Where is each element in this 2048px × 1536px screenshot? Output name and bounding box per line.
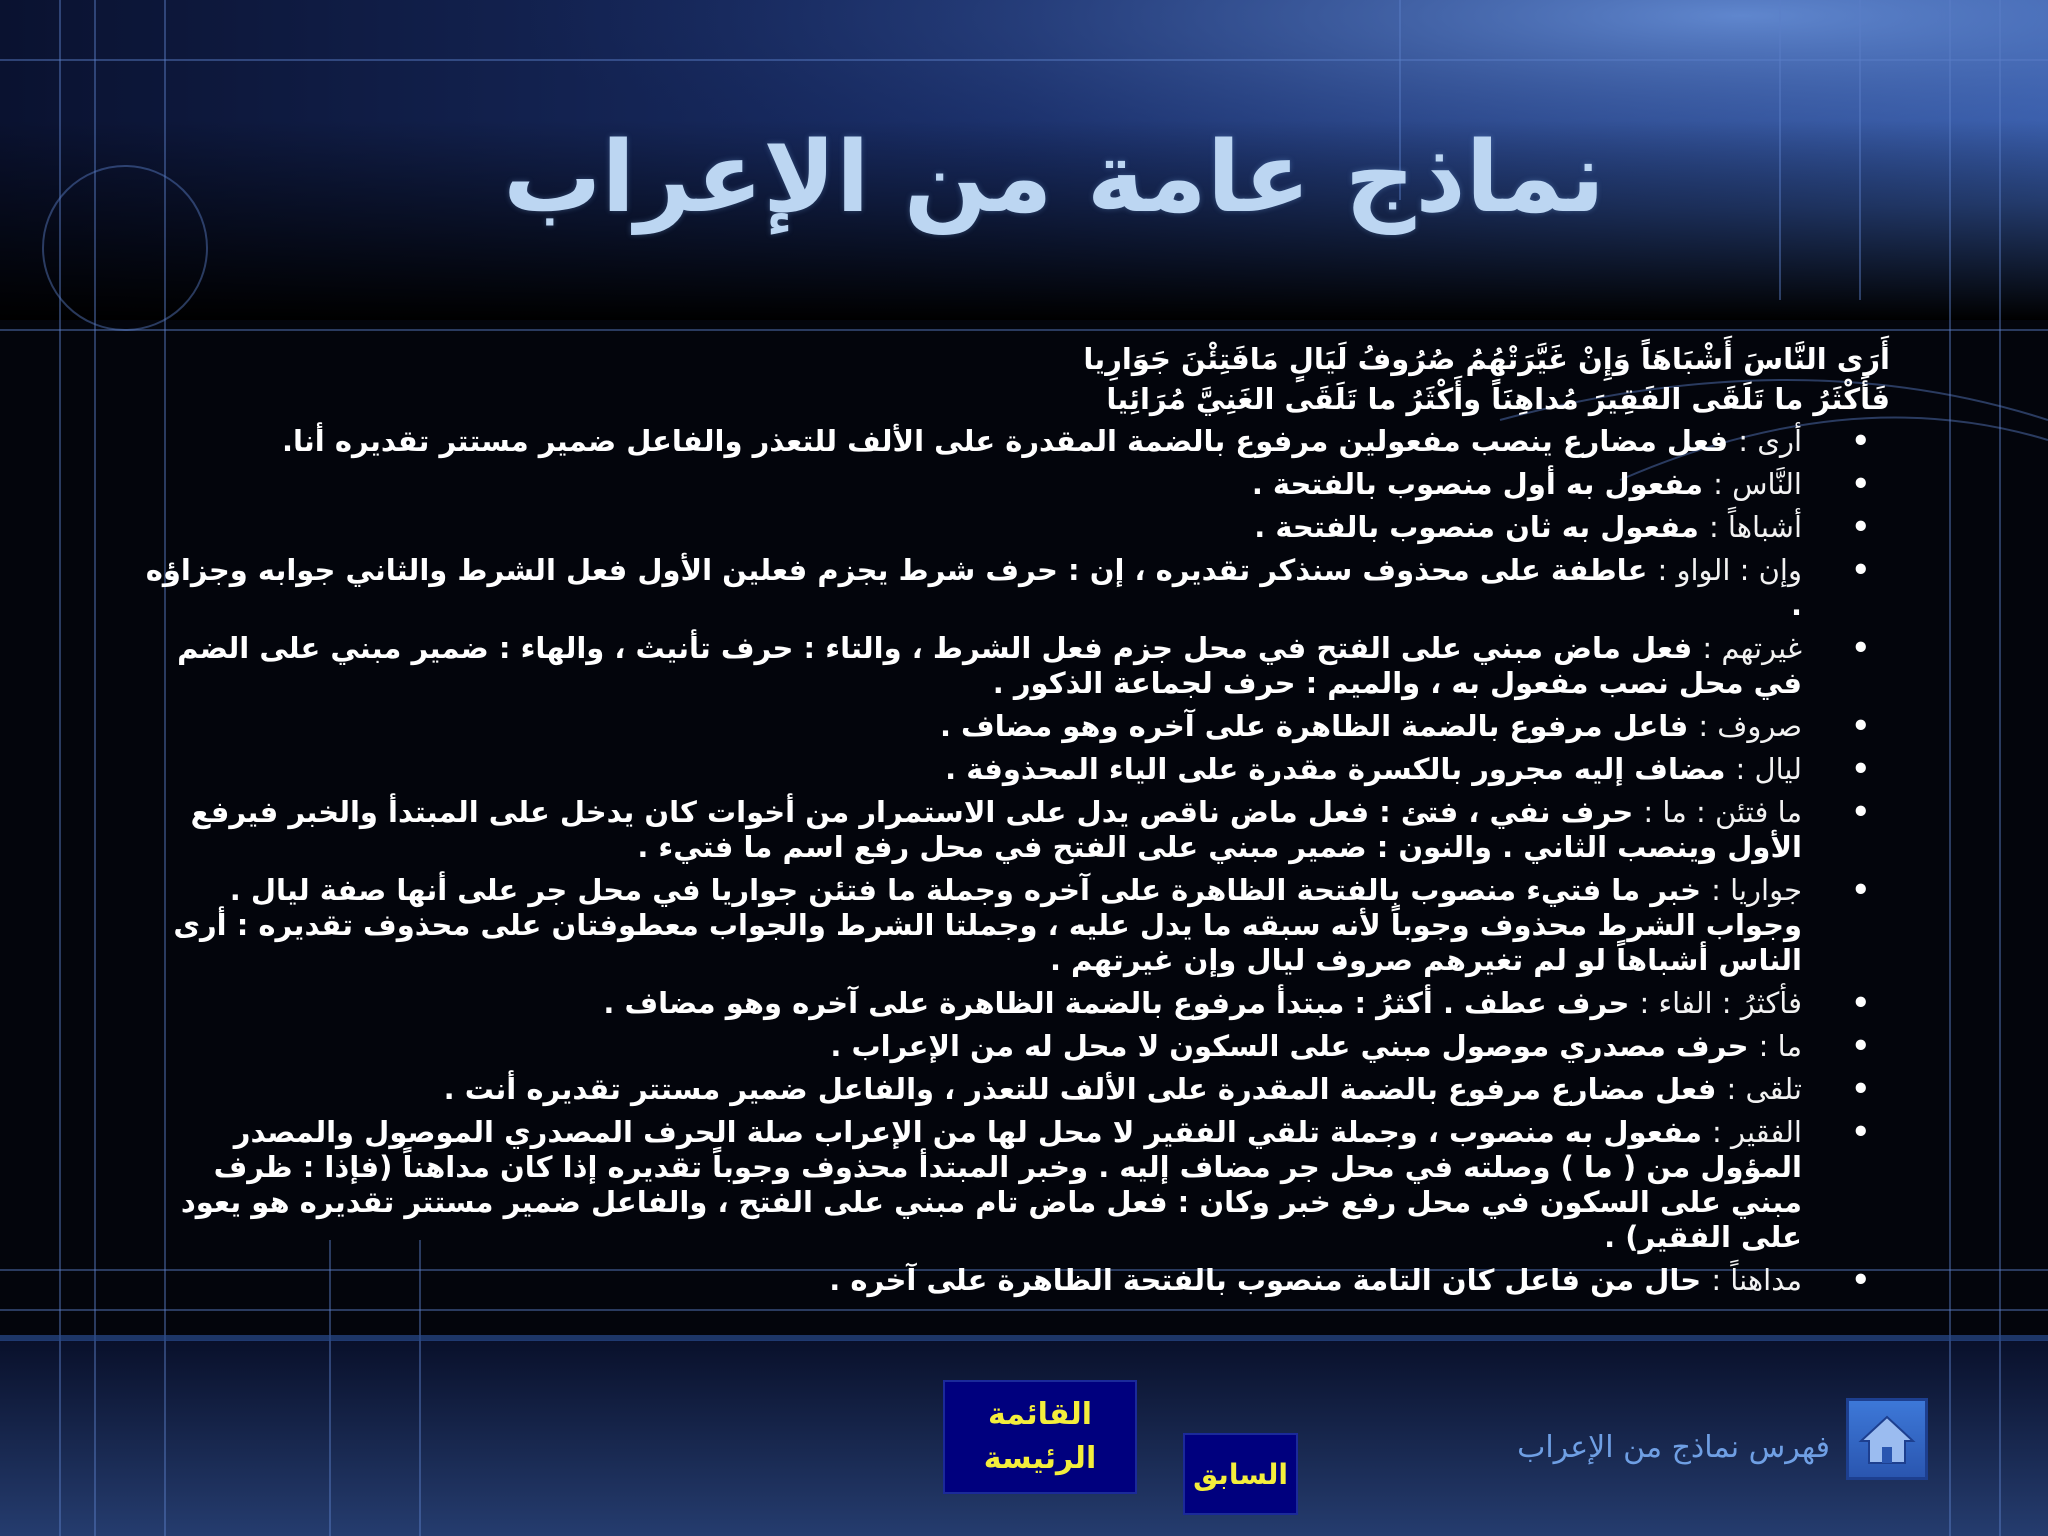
list-item <box>130 1072 1890 1107</box>
item-term: النَّاس : <box>1713 467 1802 501</box>
item-text: مفعول به ثان منصوب بالفتحة . <box>1254 510 1699 544</box>
content-area <box>130 340 1890 1306</box>
list-item <box>130 709 1890 744</box>
item-text: فعل ماض مبني على الفتح في محل جزم فعل الشرط ، والتاء : حرف تأنيث ، والهاء : ضمير مبني على الضم في محل نصب مفعول به ، والميم : حرف لجماعة الذكور . <box>177 631 1802 700</box>
bullet: • <box>1851 424 1870 458</box>
list-item <box>130 1115 1890 1255</box>
bullet: • <box>1851 752 1870 786</box>
item-term: ما : <box>1758 1029 1802 1063</box>
item-term: ما فتئن : ما : <box>1643 795 1802 829</box>
item-term: مداهناً : <box>1711 1263 1802 1297</box>
item-term: جواريا : <box>1711 873 1802 907</box>
main-menu-label-line2: الرئيسة <box>983 1441 1097 1476</box>
item-text: خبر ما فتيء منصوب بالفتحة الظاهرة على آخره وجملة ما فتئن جواريا في محل جر على أنها صفة ليال . وجواب الشرط محذوف وجوباً لأنه سبقه ما يدل عليه ، وجملتا الشرط والجواب معطوفتان على محذوف تقديره : أرى الناس أشباهاً لو لم تغيرهم صروف ليال وإن غيرتهم . <box>173 873 1802 977</box>
page-title: نماذج عامة من الإعراب <box>503 121 1605 235</box>
item-text: مضاف إليه مجرور بالكسرة مقدرة على الياء المحذوفة . <box>945 752 1726 786</box>
verse-line-1: أَرَى النَّاسَ أَشْبَاهَاً وَإِنْ غَيَّرَتْهُمُ صُرُوفُ لَيَالٍ مَافَتِئْنَ جَوَارِيا <box>1083 342 1890 376</box>
item-term: الفقير : <box>1712 1115 1802 1149</box>
previous-button[interactable] <box>1183 1433 1298 1515</box>
list-item <box>130 631 1890 701</box>
item-text: حرف نفي ، فتئ : فعل ماض ناقص يدل على الاستمرار من أخوات كان يدخل على المبتدأ والخبر فيرفع الأول وينصب الثاني . والنون : ضمير مبني على الفتح في محل رفع اسم ما فتيء . <box>190 795 1802 864</box>
bullet: • <box>1851 1072 1870 1106</box>
item-text: حال من فاعل كان التامة منصوب بالفتحة الظاهرة على آخره . <box>829 1263 1702 1297</box>
item-term: وإن : الواو : <box>1657 553 1802 587</box>
main-menu-label-line1: القائمة <box>988 1397 1092 1432</box>
item-text: فعل مضارع ينصب مفعولين مرفوع بالضمة المقدرة على الألف للتعذر والفاعل ضمير مستتر تقديره أنا. <box>282 424 1729 458</box>
list-item <box>130 873 1890 978</box>
bullet: • <box>1851 631 1870 665</box>
bullet: • <box>1851 709 1870 743</box>
index-link[interactable]: فهرس نماذج من الإعراب <box>1517 1430 1830 1465</box>
list-item <box>130 553 1890 623</box>
item-text: مفعول به أول منصوب بالفتحة . <box>1251 467 1704 501</box>
item-text: فاعل مرفوع بالضمة الظاهرة على آخره وهو مضاف . <box>939 709 1689 743</box>
list-item <box>130 1029 1890 1064</box>
list-item <box>130 986 1890 1021</box>
bullet: • <box>1851 795 1870 829</box>
bullet: • <box>1851 510 1870 544</box>
item-text: فعل مضارع مرفوع بالضمة المقدرة على الألف للتعذر ، والفاعل ضمير مستتر تقديره أنت . <box>443 1072 1717 1106</box>
item-term: صروف : <box>1698 709 1802 743</box>
list-item <box>130 1263 1890 1298</box>
list-item <box>130 510 1890 545</box>
item-term: فأكثرُ : الفاء : <box>1639 986 1802 1020</box>
bullet: • <box>1851 986 1870 1020</box>
item-term: أشباهاً : <box>1708 510 1802 544</box>
item-term: أرى : <box>1738 424 1802 458</box>
item-term: تلقى : <box>1726 1072 1802 1106</box>
verse-line-2: فَأَكْثَرُ ما تَلَقَى الفَقِيرَ مُداهِنَاً وأَكْثَرُ ما تَلَقَى الغَنِيَّ مُرَائِيا <box>1106 382 1890 416</box>
parsing-list <box>130 424 1890 1298</box>
home-button[interactable] <box>1846 1398 1928 1480</box>
item-term: غيرتهم : <box>1702 631 1802 665</box>
item-text: مفعول به منصوب ، وجملة تلقي الفقير لا محل لها من الإعراب صلة الحرف المصدري الموصول والمصدر المؤول من ( ما ) وصلته في محل جر مضاف إليه . وخبر المبتدأ محذوف وجوباً تقديره إذا كان مداهناً (فإذا : ظرف مبني على السكون في محل رفع خبر وكان : فعل ماض تام مبني على الفتح ، والفاعل ضمير مستتر تقديره هو يعود على الفقير) . <box>180 1115 1802 1254</box>
list-item <box>130 752 1890 787</box>
item-text: حرف مصدري موصول مبني على السكون لا محل له من الإعراب . <box>830 1029 1749 1063</box>
bullet: • <box>1851 1029 1870 1063</box>
list-item <box>130 467 1890 502</box>
item-text: حرف عطف . أكثرُ : مبتدأ مرفوع بالضمة الظاهرة على آخره وهو مضاف . <box>603 986 1630 1020</box>
bullet: • <box>1851 467 1870 501</box>
main-menu-label <box>984 1393 1096 1481</box>
bullet: • <box>1851 553 1870 587</box>
bullet: • <box>1851 1263 1870 1297</box>
list-item <box>130 424 1890 459</box>
previous-button-label: السابق <box>1193 1457 1288 1491</box>
item-term: ليال : <box>1735 752 1802 786</box>
list-item <box>130 795 1890 865</box>
bullet: • <box>1851 1115 1870 1149</box>
bullet: • <box>1851 873 1870 907</box>
item-text: عاطفة على محذوف سنذكر تقديره ، إن : حرف شرط يجزم فعلين الأول فعل الشرط والثاني جوابه وجزاؤه . <box>145 553 1802 622</box>
main-menu-button[interactable] <box>943 1380 1137 1494</box>
home-icon <box>1855 1407 1919 1471</box>
